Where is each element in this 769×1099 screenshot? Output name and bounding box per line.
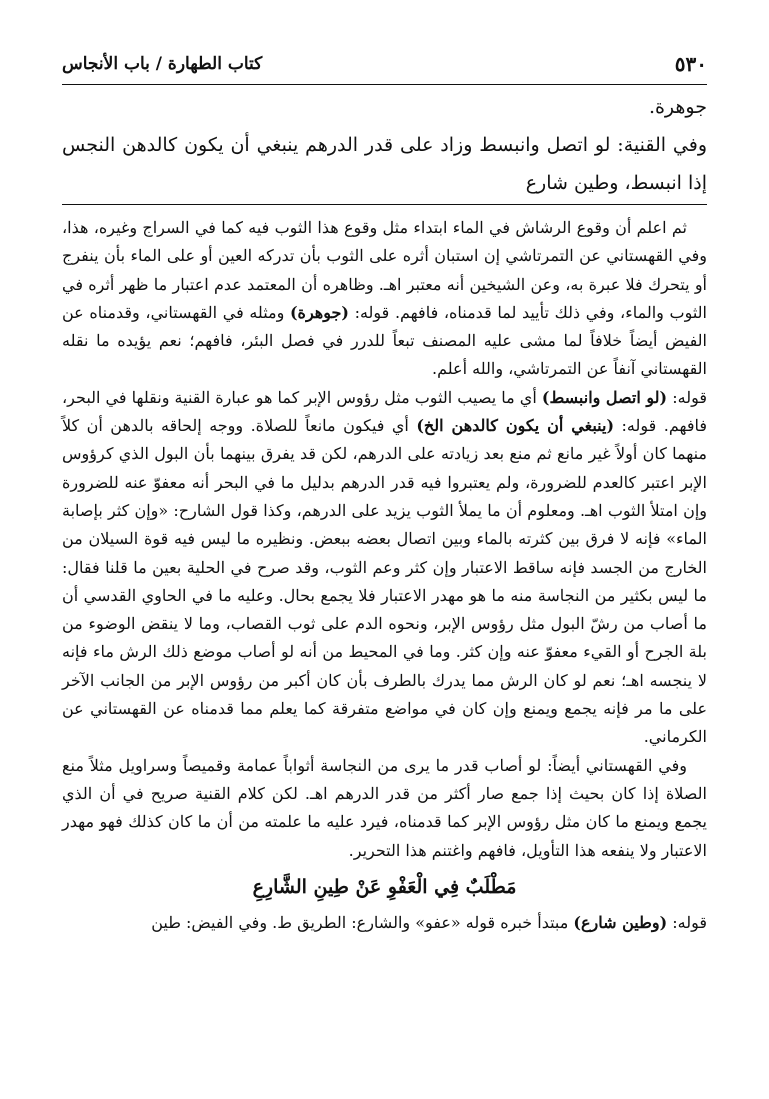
paragraph-1-text: ثم اعلم أن وقوع الرشاش في الماء ابتداء مثل وقوع هذا الثوب فيه كما في السراج وغيره، هذا، وفي القهستاني عن التمرتاشي إن استبان أثره على الثوب بأن تدركه العين أو على الماء بأن ينفرج أو يتحرك فلا عبرة به، وعن الشيخين أنه معتبر اهـ. وظاهره أن المعتمد عدم اعتبار ما ظهر أثره في الثوب والماء، وفي ذلك تأييد لما قدمناه، فافهم. قوله: xyxy=(62,218,707,322)
commentary-paragraph-1 xyxy=(62,214,707,384)
paragraph-1-rest: ومثله في القهستاني، وقدمناه عن الفيض أيضاً خلافاً لما مشى عليه المصنف تبعاً للدرر في فصل البئر، فافهم؛ نعم يؤيده ما نقله القهستاني آنفاً عن التمرتاشي، والله أعلم. xyxy=(62,302,707,379)
commentary-paragraph-4 xyxy=(62,909,707,937)
page-number: ٥٣٠ xyxy=(674,52,707,76)
paragraph-2-lead: قوله: xyxy=(672,387,707,407)
lemma-jawhara: (جوهرة) xyxy=(289,302,349,322)
lemma-yanbaghi: (ينبغي أن يكون كالدهن الخ) xyxy=(416,416,615,436)
paragraph-4-lead: قوله: xyxy=(672,912,707,932)
original-line-1: جوهرة. xyxy=(648,96,707,118)
lemma-tin-sharia: (وطين شارع) xyxy=(573,912,668,932)
paragraph-2-rest: أي فيكون مانعاً للصلاة. ووجه إلحاقه بالدهن أن كلاً منهما كان أولاً غير مانع ثم منع بعد زيادته على الدرهم، لكن قد يفرق بينهما بأن البول الذي كرؤوس الإبر اعتبر كالعدم للضرورة، ولم يعتبروا فيه قدر الدرهم بدليل ما في البحر أنه معفوّ عنه للضرورة وإن امتلأ الثوب اهـ. ومعلوم أن ما يملأ الثوب يزيد على الدرهم، وكذا قول الشارح: «وإن كثر بإصابة الماء» فإنه لا فرق بين كثرته بالماء وبين اتصال بعضه ببعض. ونظيره ما ليس فيه قوة السيلان من الخارج من الجسد فإنه ساقط الاعتبار وإن كثر وعم الثوب، وقد صرح في الحلية بعين ما قلنا فقال: ما ليس بكثير من النجاسة منه ما هو مهدر الاعتبار فلا يجمع بحال. وعليه ما في الحاوي القدسي أن ما أصاب من رشّ البول مثل رؤوس الإبر، ونحوه الدم على ثوب القصاب، وما لا ينقض الوضوء من بلة الجرح أو القيء معفوّ عنه وإن كثر. وما في المحيط من أنه لو أصاب موضع ذلك الرش ماء فإنه لا ينجسه اهـ؛ نعم لو كان الرش مما يدرك بالطرف بأن كان أكبر من رؤوس الإبر من الجانب الآخر على ما مر فإنه يجمع ويمنع وإن كان في مواضع متفرقة كما يعلم مما قدمناه عن القهستاني عن الكرماني. xyxy=(62,416,708,747)
paragraph-4-rest: مبتدأ خبره قوله «عفو» والشارع: الطريق ط. وفي الفيض: طين xyxy=(151,912,569,932)
original-text xyxy=(62,88,707,202)
commentary-text xyxy=(62,214,707,937)
lemma-law-ittasala: (لو اتصل وانبسط) xyxy=(541,387,668,407)
page-header xyxy=(62,44,707,85)
running-title: كتاب الطهارة / باب الأنجاس xyxy=(62,54,263,74)
original-line-2: وفي القنية: لو اتصل وانبسط وزاد على قدر الدرهم ينبغي أن يكون كالدهن النجس إذا انبسط، وطين شارع xyxy=(62,134,707,194)
section-heading: مَطْلَبٌ فِي الْعَفْوِ عَنْ طِينِ الشَّارِعِ xyxy=(252,875,517,898)
commentary-paragraph-2 xyxy=(62,384,707,752)
commentary-paragraph-3: وفي القهستاني أيضاً: لو أصاب قدر ما يرى من النجاسة أثواباً عمامة وقميصاً وسراويل مثلاً منع الصلاة إذا كان بحيث إذا جمع صار أكثر من قدر الدرهم اهـ. لكن كلام القنية صريح في أن الذي يجمع ويمنع ما كان مثل رؤوس الإبر كما قدمناه، فيرد عليه ما علمته من أن ما كان كذلك فهو مهدر الاعتبار ولا ينفعه هذا التأويل، فافهم واغتنم هذا التحرير. xyxy=(62,755,707,860)
separator-rule xyxy=(62,204,707,205)
paragraph-2-mid: أي ما يصيب الثوب مثل رؤوس الإبر كما هو عبارة القنية ونقلها في البحر، فافهم. قوله: xyxy=(62,387,708,436)
